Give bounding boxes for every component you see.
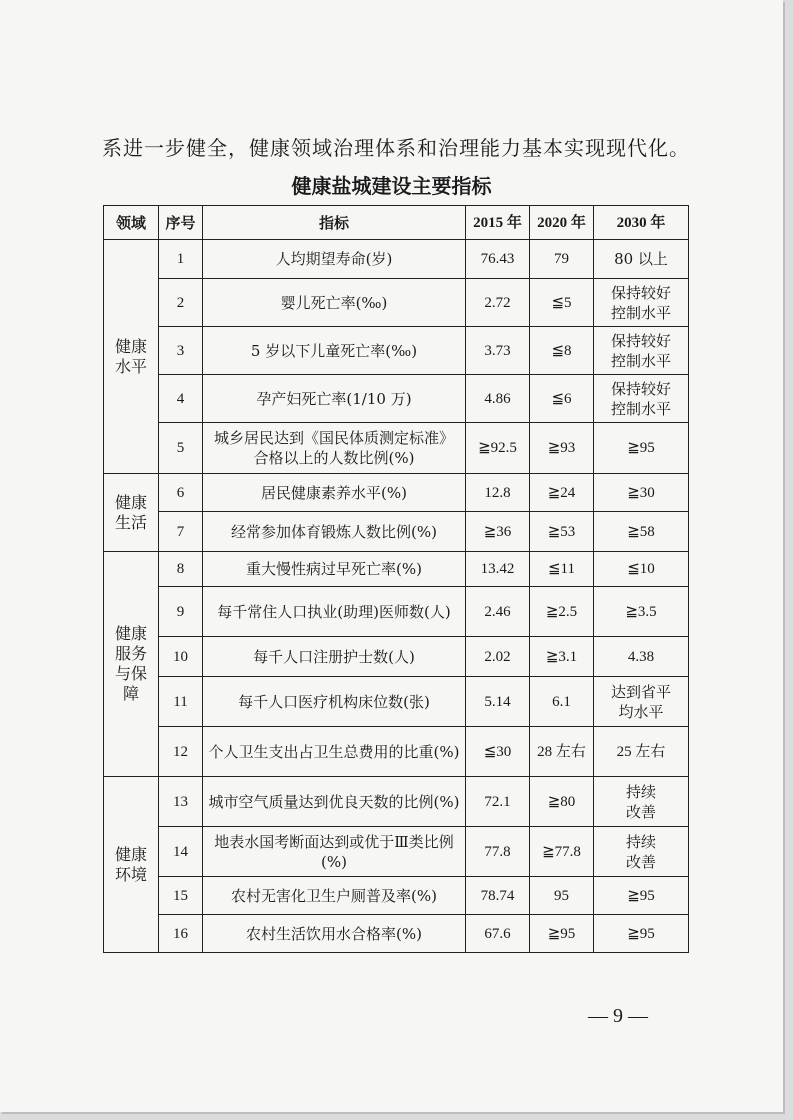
- value-2020-cell: ≧77.8: [530, 827, 594, 877]
- table-row: [104, 512, 689, 552]
- value-2015-cell: ≧92.5: [466, 423, 530, 474]
- indicator-cell: 婴儿死亡率(‰): [203, 279, 466, 327]
- table-row: [104, 587, 689, 637]
- table-row: [104, 423, 689, 474]
- domain-cell-env: 健康环境: [104, 777, 159, 953]
- value-2020-cell: ≦11: [530, 552, 594, 587]
- value-2030-cell: ≧30: [594, 474, 689, 512]
- header-2020: 2020 年: [530, 206, 594, 240]
- seq-cell: 16: [159, 915, 203, 953]
- indicator-cell: 5 岁以下儿童死亡率(‰): [203, 327, 466, 375]
- table-row: [104, 677, 689, 727]
- seq-cell: 9: [159, 587, 203, 637]
- value-2030-cell: 持续改善: [594, 827, 689, 877]
- value-2030-cell: ≧95: [594, 423, 689, 474]
- seq-cell: 2: [159, 279, 203, 327]
- table-row: [104, 375, 689, 423]
- header-indicator: 指标: [203, 206, 466, 240]
- value-2015-cell: ≧36: [466, 512, 530, 552]
- value-2015-cell: 78.74: [466, 877, 530, 915]
- value-2015-cell: 77.8: [466, 827, 530, 877]
- table-row: [104, 827, 689, 877]
- value-2015-cell: 76.43: [466, 240, 530, 279]
- seq-cell: 1: [159, 240, 203, 279]
- seq-cell: 13: [159, 777, 203, 827]
- value-2030-cell: ≧95: [594, 915, 689, 953]
- value-2020-cell: ≧95: [530, 915, 594, 953]
- value-2015-cell: 5.14: [466, 677, 530, 727]
- table-row: [104, 474, 689, 512]
- value-2020-cell: 79: [530, 240, 594, 279]
- table-row: [104, 240, 689, 279]
- seq-cell: 15: [159, 877, 203, 915]
- value-2030-cell: ≧3.5: [594, 587, 689, 637]
- seq-cell: 7: [159, 512, 203, 552]
- indicator-cell: 农村生活饮用水合格率(%): [203, 915, 466, 953]
- value-2015-cell: 2.02: [466, 637, 530, 677]
- header-2030: 2030 年: [594, 206, 689, 240]
- value-2020-cell: 28 左右: [530, 727, 594, 777]
- value-2015-cell: 72.1: [466, 777, 530, 827]
- value-2015-cell: 67.6: [466, 915, 530, 953]
- seq-cell: 12: [159, 727, 203, 777]
- value-2020-cell: ≧24: [530, 474, 594, 512]
- domain-cell-level: 健康水平: [104, 240, 159, 474]
- value-2030-cell: 保持较好控制水平: [594, 375, 689, 423]
- table-header-row: [104, 206, 689, 240]
- value-2020-cell: ≦5: [530, 279, 594, 327]
- value-2015-cell: 2.46: [466, 587, 530, 637]
- indicator-cell: 农村无害化卫生户厕普及率(%): [203, 877, 466, 915]
- indicator-cell: 孕产妇死亡率(1/10 万): [203, 375, 466, 423]
- value-2020-cell: ≧3.1: [530, 637, 594, 677]
- header-2015: 2015 年: [466, 206, 530, 240]
- value-2015-cell: 2.72: [466, 279, 530, 327]
- table-row: [104, 877, 689, 915]
- value-2030-cell: ≦10: [594, 552, 689, 587]
- indicator-table: [103, 205, 689, 953]
- indicator-cell: 每千常住人口执业(助理)医师数(人): [203, 587, 466, 637]
- table-row: [104, 552, 689, 587]
- header-domain: 领域: [104, 206, 159, 240]
- value-2020-cell: ≧2.5: [530, 587, 594, 637]
- table-row: [104, 279, 689, 327]
- table-row: [104, 777, 689, 827]
- indicator-cell: 每千人口医疗机构床位数(张): [203, 677, 466, 727]
- header-seq: 序号: [159, 206, 203, 240]
- table-row: [104, 727, 689, 777]
- indicator-cell: 城市空气质量达到优良天数的比例(%): [203, 777, 466, 827]
- value-2030-cell: 达到省平均水平: [594, 677, 689, 727]
- page-number: — 9 —: [588, 1005, 648, 1027]
- seq-cell: 6: [159, 474, 203, 512]
- table-row: [104, 637, 689, 677]
- indicator-cell: 重大慢性病过早死亡率(%): [203, 552, 466, 587]
- value-2020-cell: 95: [530, 877, 594, 915]
- value-2015-cell: ≦30: [466, 727, 530, 777]
- value-2030-cell: ≧95: [594, 877, 689, 915]
- seq-cell: 10: [159, 637, 203, 677]
- domain-cell-life: 健康生活: [104, 474, 159, 552]
- value-2020-cell: ≦8: [530, 327, 594, 375]
- indicator-cell: 个人卫生支出占卫生总费用的比重(%): [203, 727, 466, 777]
- value-2020-cell: 6.1: [530, 677, 594, 727]
- value-2020-cell: ≧53: [530, 512, 594, 552]
- value-2030-cell: 80 以上: [594, 240, 689, 279]
- value-2020-cell: ≧80: [530, 777, 594, 827]
- value-2030-cell: 保持较好控制水平: [594, 279, 689, 327]
- seq-cell: 8: [159, 552, 203, 587]
- value-2015-cell: 3.73: [466, 327, 530, 375]
- value-2015-cell: 13.42: [466, 552, 530, 587]
- value-2030-cell: ≧58: [594, 512, 689, 552]
- value-2030-cell: 25 左右: [594, 727, 689, 777]
- value-2015-cell: 4.86: [466, 375, 530, 423]
- seq-cell: 5: [159, 423, 203, 474]
- intro-paragraph: 系进一步健全，健康领域治理体系和治理能力基本实现现代化。: [102, 136, 690, 160]
- indicator-cell: 经常参加体育锻炼人数比例(%): [203, 512, 466, 552]
- seq-cell: 3: [159, 327, 203, 375]
- value-2015-cell: 12.8: [466, 474, 530, 512]
- value-2030-cell: 4.38: [594, 637, 689, 677]
- indicator-cell: 城乡居民达到《国民体质测定标准》合格以上的人数比例(%): [203, 423, 466, 474]
- domain-cell-service: 健康服务与保障: [104, 552, 159, 777]
- indicator-cell: 居民健康素养水平(%): [203, 474, 466, 512]
- value-2030-cell: 保持较好控制水平: [594, 327, 689, 375]
- value-2020-cell: ≦6: [530, 375, 594, 423]
- indicator-cell: 地表水国考断面达到或优于Ⅲ类比例(%): [203, 827, 466, 877]
- table-row: [104, 915, 689, 953]
- indicator-cell: 人均期望寿命(岁): [203, 240, 466, 279]
- value-2020-cell: ≧93: [530, 423, 594, 474]
- table-row: [104, 327, 689, 375]
- seq-cell: 11: [159, 677, 203, 727]
- value-2030-cell: 持续改善: [594, 777, 689, 827]
- indicator-cell: 每千人口注册护士数(人): [203, 637, 466, 677]
- seq-cell: 4: [159, 375, 203, 423]
- table-title: 健康盐城建设主要指标: [291, 174, 492, 198]
- seq-cell: 14: [159, 827, 203, 877]
